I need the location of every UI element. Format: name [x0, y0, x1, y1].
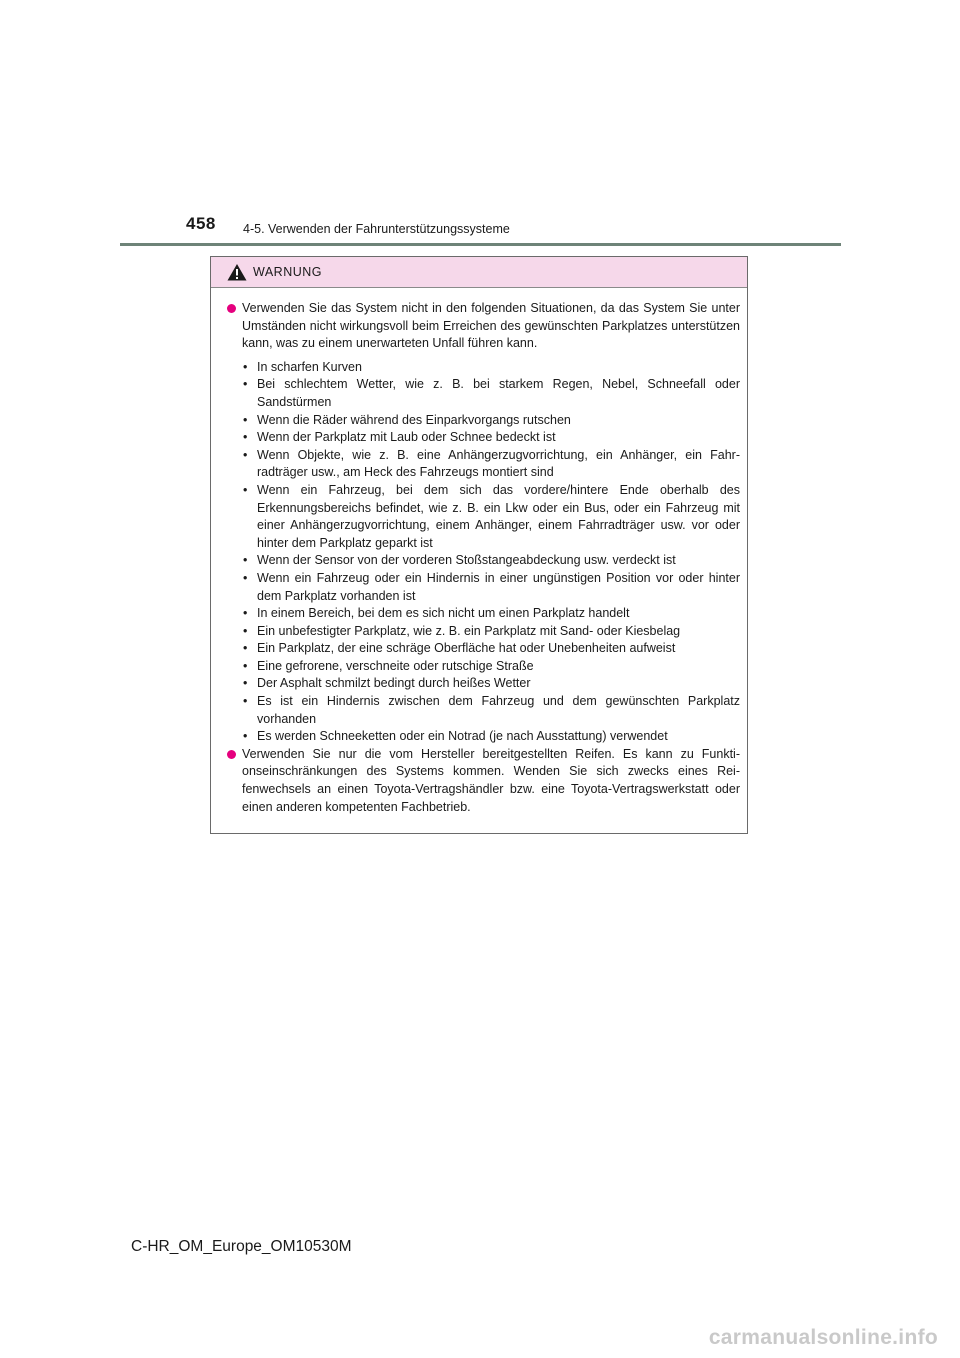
list-item: • Wenn die Räder während des Einparkvorgangs rutschen — [242, 412, 740, 430]
warning-header — [211, 257, 747, 288]
warning-triangle-icon — [227, 263, 247, 281]
list-item: • Der Asphalt schmilzt bedingt durch heißes Wetter — [242, 675, 740, 693]
warning-paragraph-text: Verwenden Sie das System nicht in den folgenden Situationen, da das System Sie unter Umständen nicht wirkungsvoll beim Erreichen des gewünschten Parkplatzes unterstützen kann, was zu einem unerwarteten Unfall führen kann. — [242, 301, 740, 351]
footer-code: C-HR_OM_Europe_OM10530M — [131, 1238, 352, 1255]
list-item: • Wenn Objekte, wie z. B. eine Anhängerzugvorrichtung, ein Anhänger, ein Fahr-radträger usw., am Heck des Fahrzeugs montiert sind — [242, 447, 740, 482]
header-rule — [120, 243, 841, 246]
page-number: 458 — [186, 214, 216, 233]
situation-list — [242, 359, 740, 746]
warning-title: WARNUNG — [253, 265, 323, 279]
list-item: • Es werden Schneeketten oder ein Notrad (je nach Ausstattung) verwendet — [242, 728, 740, 746]
list-item: • Wenn der Sensor von der vorderen Stoßstangeabdeckung usw. verdeckt ist — [242, 552, 740, 570]
list-item: • Wenn der Parkplatz mit Laub oder Schnee bedeckt ist — [242, 429, 740, 447]
warning-paragraph — [226, 300, 740, 353]
warning-box — [210, 256, 748, 834]
magenta-dot-icon — [227, 304, 236, 313]
magenta-dot-icon — [227, 750, 236, 759]
list-item: • In einem Bereich, bei dem es sich nicht um einen Parkplatz handelt — [242, 605, 740, 623]
warning-body — [211, 288, 747, 816]
list-item: • Wenn ein Fahrzeug oder ein Hindernis in einer ungünstigen Position vor oder hinter dem Parkplatz vorhanden ist — [242, 570, 740, 605]
list-item: • Wenn ein Fahrzeug, bei dem sich das vordere/hintere Ende oberhalb des Erkennungsbereichs befindet, wie z. B. ein Lkw oder ein Bus, oder ein Fahrzeug mit einer Anhängerzugvorrichtung, einem Anhänger, einem Fahrradträger usw. vor oder hinter dem Parkplatz geparkt ist — [242, 482, 740, 552]
list-item: • Bei schlechtem Wetter, wie z. B. bei starkem Regen, Nebel, Schneefall oder Sandstürmen — [242, 376, 740, 411]
watermark: carmanualsonline.info — [708, 1326, 938, 1349]
list-item: • Ein Parkplatz, der eine schräge Oberfläche hat oder Unebenheiten aufweist — [242, 640, 740, 658]
section-title: 4-5. Verwenden der Fahrunterstützungssysteme — [243, 222, 510, 236]
warning-paragraph — [226, 746, 740, 816]
list-item: • In scharfen Kurven — [242, 359, 740, 377]
list-item: • Es ist ein Hindernis zwischen dem Fahrzeug und dem gewünschten Parkplatz vorhanden — [242, 693, 740, 728]
warning-paragraph-text: Verwenden Sie nur die vom Hersteller bereitgestellten Reifen. Es kann zu Funkti-onseinschränkungen des Systems kommen. Wenden Sie sich zwecks eines Rei-fenwechsels an einen Toyota-Vertragshändler bzw. eine Toyota-Vertragswerkstatt oder einen anderen kompetenten Fachbetrieb. — [242, 746, 740, 814]
list-item: • Ein unbefestigter Parkplatz, wie z. B. ein Parkplatz mit Sand- oder Kiesbelag — [242, 623, 740, 641]
list-item: • Eine gefrorene, verschneite oder rutschige Straße — [242, 658, 740, 676]
